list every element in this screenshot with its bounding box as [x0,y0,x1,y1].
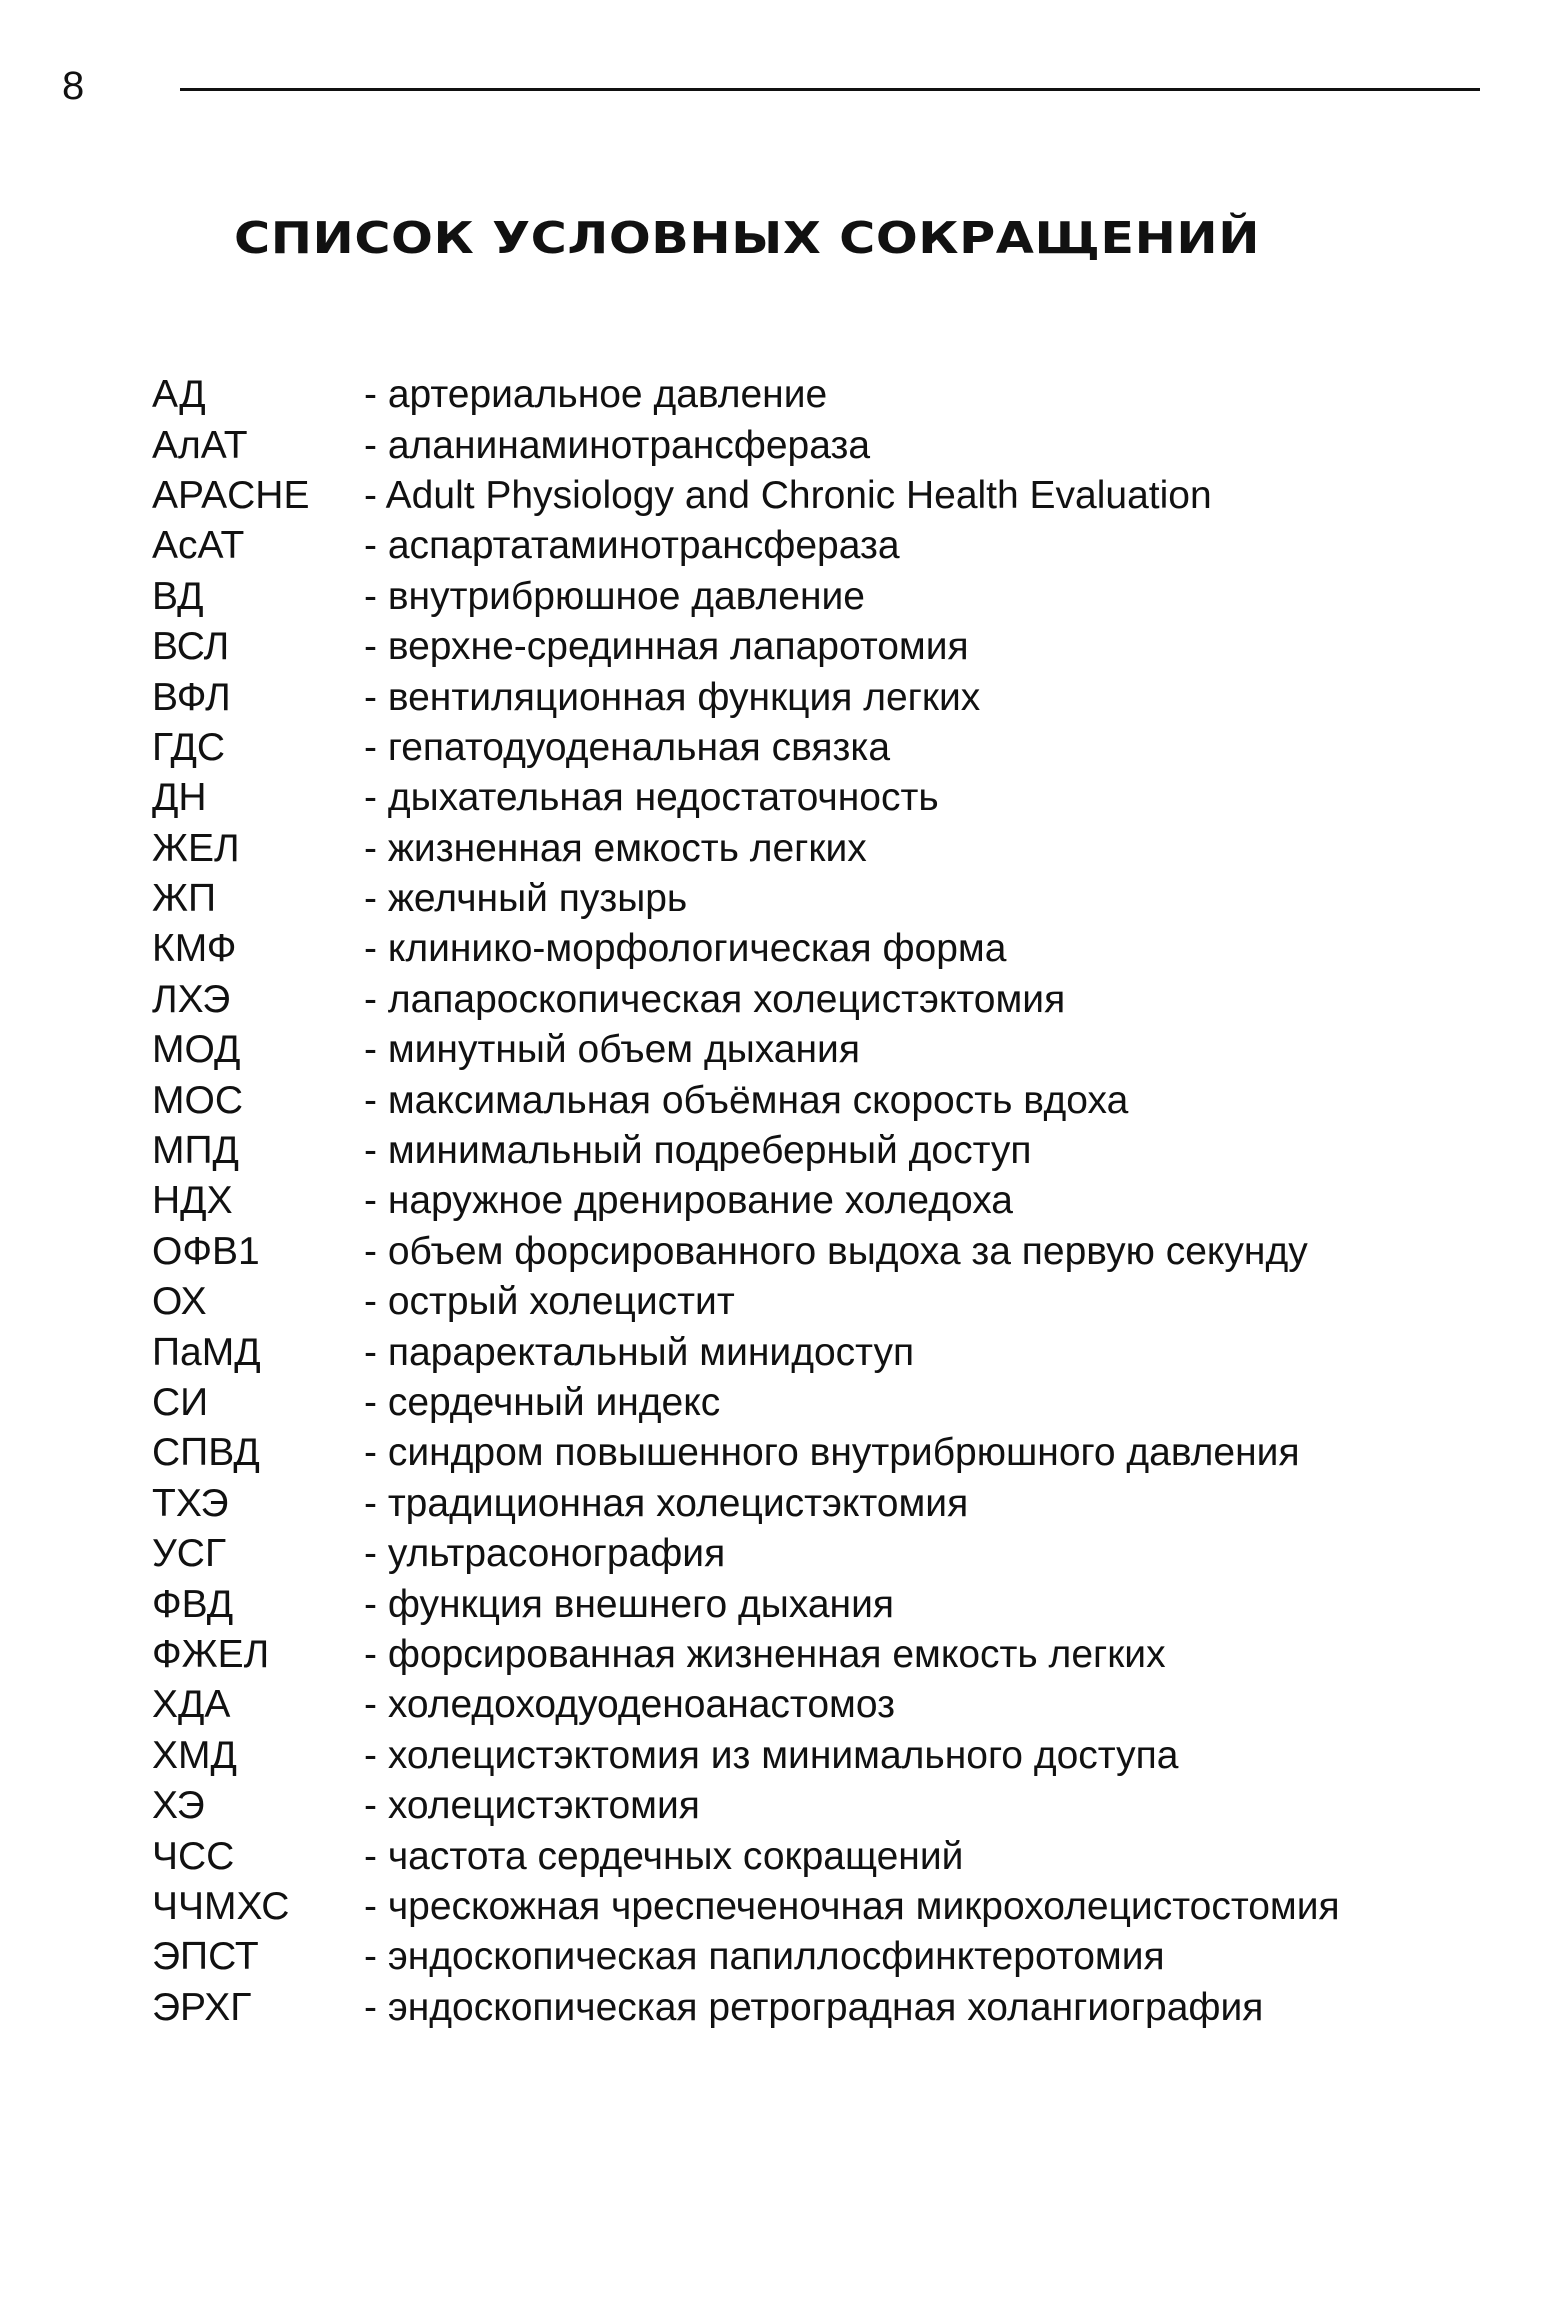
abbreviation-definition: - функция внешнего дыхания [364,1582,894,1626]
abbreviation-row [152,1479,1492,1529]
abbreviation-row [152,1025,1492,1075]
abbreviation-term: НДХ [152,1179,233,1223]
abbreviation-definition: - лапароскопическая холецистэктомия [364,977,1066,1021]
abbreviation-row [152,622,1492,672]
abbreviation-row [152,723,1492,773]
abbreviation-definition: - эндоскопическая ретроградная холангиография [364,1985,1264,2029]
abbreviation-definition: - Adult Physiology and Chronic Health Evaluation [364,473,1212,517]
abbreviation-definition: - традиционная холецистэктомия [364,1481,969,1525]
abbreviation-definition: - холецистэктомия [364,1784,700,1828]
abbreviation-term: ЖП [152,877,217,921]
abbreviation-term: ВД [152,574,204,618]
abbreviation-row [152,874,1492,924]
abbreviation-definition: - острый холецистит [364,1280,735,1324]
abbreviation-row [152,572,1492,622]
abbreviation-term: ЧЧМХС [152,1884,290,1928]
abbreviation-definition: - минутный объем дыхания [364,1028,860,1072]
abbreviation-term: ФЖЕЛ [152,1632,270,1676]
abbreviation-definition: - сердечный индекс [364,1381,721,1424]
abbreviation-term: СИ [152,1381,209,1424]
abbreviation-row [152,521,1492,571]
abbreviation-term: МОС [152,1078,243,1122]
abbreviation-term: ГДС [152,725,226,769]
abbreviation-definition: - жизненная емкость легких [364,826,867,870]
abbreviation-definition: - эндоскопическая папиллосфинктеротомия [364,1935,1165,1979]
abbreviation-row [152,1680,1492,1730]
abbreviation-term: APACHE [152,473,310,517]
abbreviation-definition: - желчный пузырь [364,877,688,921]
abbreviation-row [152,420,1492,470]
abbreviation-row [152,1126,1492,1176]
abbreviation-definition: - частота сердечных сокращений [364,1834,964,1878]
abbreviation-term: АлАТ [152,423,248,467]
abbreviation-row [152,1983,1492,2033]
abbreviation-row [152,1781,1492,1831]
abbreviation-row [152,1277,1492,1327]
abbreviation-term: ЛХЭ [152,977,231,1021]
abbreviation-term: ЖЕЛ [152,826,240,870]
abbreviation-row [152,1227,1492,1277]
abbreviation-definition: - форсированная жизненная емкость легких [364,1632,1166,1676]
abbreviation-row [152,1176,1492,1226]
abbreviation-term: ВСЛ [152,625,230,669]
abbreviation-row [152,370,1492,420]
abbreviation-term: АсАТ [152,524,245,568]
abbreviation-row [152,672,1492,722]
abbreviation-definition: - аланинаминотрансфераза [364,423,871,467]
abbreviation-definition: - вентиляционная функция легких [364,675,981,719]
abbreviation-term: ТХЭ [152,1481,229,1525]
abbreviation-term: ПаМД [152,1330,261,1374]
abbreviation-row [152,1529,1492,1579]
abbreviation-row [152,924,1492,974]
abbreviation-term: ОХ [152,1280,207,1324]
abbreviation-definition: - артериальное давление [364,373,828,417]
abbreviation-row [152,824,1492,874]
abbreviation-definition: - клинико-морфологическая форма [364,927,1007,971]
abbreviation-row [152,1327,1492,1377]
page-title: СПИСОК УСЛОВНЫХ СОКРАЩЕНИЙ [234,213,1261,264]
abbreviation-definition: - синдром повышенного внутрибрюшного давления [364,1431,1300,1475]
abbreviation-term: ХДА [152,1683,231,1727]
abbreviation-row [152,1932,1492,1982]
abbreviation-row [152,1428,1492,1478]
abbreviation-definition: - минимальный подреберный доступ [364,1129,1032,1173]
abbreviation-term: ДН [152,776,207,820]
abbreviation-row [152,471,1492,521]
abbreviation-term: ВФЛ [152,675,231,719]
header-rule [180,88,1480,91]
abbreviation-list [152,370,1492,2033]
abbreviation-row [152,1882,1492,1932]
abbreviation-definition: - наружное дренирование холедоха [364,1179,1013,1223]
abbreviation-term: ОФВ1 [152,1229,260,1273]
abbreviation-definition: - аспартатаминотрансфераза [364,524,900,568]
abbreviation-definition: - ультрасонография [364,1532,726,1576]
abbreviation-definition: - максимальная объёмная скорость вдоха [364,1078,1129,1122]
abbreviation-definition: - чрескожная чреспеченочная микрохолецистостомия [364,1884,1340,1928]
abbreviation-row [152,1378,1492,1428]
abbreviation-definition: - холедоходуоденоанастомоз [364,1683,895,1727]
abbreviation-term: УСГ [152,1532,227,1576]
abbreviation-term: КМФ [152,927,237,971]
abbreviation-term: ФВД [152,1582,234,1626]
abbreviation-term: ЭПСТ [152,1935,259,1979]
abbreviation-row [152,975,1492,1025]
abbreviation-row [152,1579,1492,1629]
abbreviation-definition: - холецистэктомия из минимального доступа [364,1733,1179,1777]
abbreviation-term: МПД [152,1129,239,1173]
page-number: 8 [62,64,85,108]
abbreviation-term: АД [152,373,206,417]
abbreviation-term: МОД [152,1028,241,1072]
abbreviation-term: СПВД [152,1431,260,1475]
abbreviation-term: ХЭ [152,1784,205,1828]
abbreviation-term: ЭРХГ [152,1985,252,2029]
abbreviation-term: ХМД [152,1733,237,1777]
abbreviation-definition: - внутрибрюшное давление [364,574,865,618]
abbreviation-row [152,1075,1492,1125]
abbreviation-definition: - верхне-срединная лапаротомия [364,625,969,669]
abbreviation-definition: - гепатодуоденальная связка [364,725,891,769]
abbreviation-row [152,1731,1492,1781]
abbreviation-row [152,1831,1492,1881]
abbreviation-definition: - объем форсированного выдоха за первую секунду [364,1229,1308,1273]
abbreviation-definition: - дыхательная недостаточность [364,776,939,820]
abbreviation-definition: - параректальный минидоступ [364,1330,915,1374]
abbreviation-term: ЧСС [152,1834,235,1878]
abbreviation-row [152,773,1492,823]
abbreviation-row [152,1630,1492,1680]
